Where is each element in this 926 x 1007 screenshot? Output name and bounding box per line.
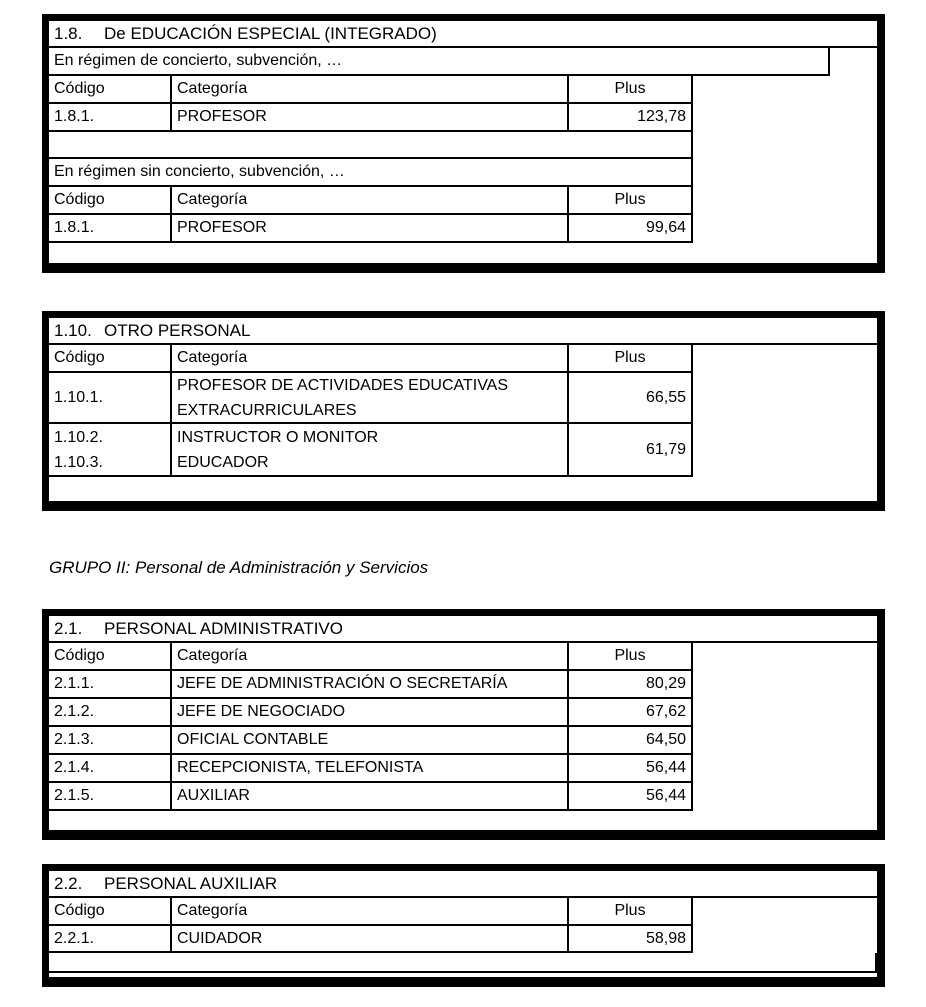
table-row bbox=[49, 699, 693, 727]
table-header-row bbox=[49, 187, 693, 215]
plus-cell: 56,44 bbox=[569, 783, 693, 809]
code-line: 1.10.2. bbox=[54, 428, 103, 446]
code-line: 1.10.3. bbox=[54, 453, 103, 471]
block-bottom-filler bbox=[49, 811, 877, 830]
category-line: PROFESOR DE ACTIVIDADES EDUCATIVAS bbox=[177, 376, 509, 394]
code-cell: 1.8.1. bbox=[49, 104, 172, 130]
category-cell: JEFE DE ADMINISTRACIÓN O SECRETARÍA bbox=[172, 671, 569, 697]
code-cell bbox=[49, 424, 172, 475]
table-row bbox=[49, 926, 693, 953]
plus-cell: 80,29 bbox=[569, 671, 693, 697]
category-cell bbox=[172, 373, 569, 422]
category-line: INSTRUCTOR O MONITOR bbox=[177, 428, 379, 446]
block-bottom-filler bbox=[49, 953, 877, 973]
column-header-codigo: Código bbox=[49, 76, 172, 102]
category-line: EDUCADOR bbox=[177, 453, 269, 471]
column-header-categoria: Categoría bbox=[172, 345, 569, 371]
block-title-row bbox=[49, 616, 877, 643]
category-cell: JEFE DE NEGOCIADO bbox=[172, 699, 569, 725]
table-block-2-1 bbox=[42, 609, 885, 840]
code-cell: 2.1.5. bbox=[49, 783, 172, 809]
column-header-plus: Plus bbox=[569, 76, 693, 102]
column-header-codigo: Código bbox=[49, 898, 172, 924]
section-title: PERSONAL ADMINISTRATIVO bbox=[104, 618, 343, 638]
plus-cell: 61,79 bbox=[569, 424, 693, 475]
section-number: 2.1. bbox=[54, 618, 83, 638]
category-cell: PROFESOR bbox=[172, 215, 569, 241]
regime-label: En régimen sin concierto, subvención, … bbox=[54, 163, 345, 180]
category-cell: OFICIAL CONTABLE bbox=[172, 727, 569, 753]
block-bottom-filler bbox=[49, 243, 877, 263]
column-header-plus: Plus bbox=[569, 643, 693, 669]
table-header-row bbox=[49, 643, 693, 671]
block-title-row bbox=[49, 871, 877, 898]
category-cell: AUXILIAR bbox=[172, 783, 569, 809]
code-cell: 2.1.3. bbox=[49, 727, 172, 753]
plus-cell: 58,98 bbox=[569, 926, 693, 951]
column-header-codigo: Código bbox=[49, 345, 172, 371]
table-header-row bbox=[49, 76, 693, 104]
regime-label: En régimen de concierto, subvención, … bbox=[54, 52, 343, 69]
code-cell: 2.1.4. bbox=[49, 755, 172, 781]
code-cell: 2.1.2. bbox=[49, 699, 172, 725]
category-cell: CUIDADOR bbox=[172, 926, 569, 951]
section-title: De EDUCACIÓN ESPECIAL (INTEGRADO) bbox=[104, 23, 437, 43]
table-row bbox=[49, 783, 693, 811]
table-block-1-10 bbox=[42, 311, 885, 511]
table-row bbox=[49, 755, 693, 783]
table-row bbox=[49, 215, 693, 243]
block-bottom-filler bbox=[49, 477, 877, 501]
block-title-row bbox=[49, 318, 877, 345]
category-cell bbox=[172, 424, 569, 475]
group-heading: GRUPO II: Personal de Administración y Servicios bbox=[49, 558, 429, 577]
column-header-codigo: Código bbox=[49, 643, 172, 669]
table-header-row bbox=[49, 345, 693, 373]
category-line: EXTRACURRICULARES bbox=[177, 401, 357, 419]
table-row bbox=[49, 727, 693, 755]
regime-row-sin-concierto bbox=[49, 159, 693, 187]
category-cell: RECEPCIONISTA, TELEFONISTA bbox=[172, 755, 569, 781]
table-row bbox=[49, 424, 693, 477]
column-header-plus: Plus bbox=[569, 345, 693, 371]
empty-row bbox=[49, 132, 693, 159]
column-header-categoria: Categoría bbox=[172, 76, 569, 102]
code-cell: 2.2.1. bbox=[49, 926, 172, 951]
table-row bbox=[49, 104, 693, 132]
column-header-categoria: Categoría bbox=[172, 898, 569, 924]
table-block-1-8 bbox=[42, 14, 885, 273]
regime-row-concierto bbox=[49, 48, 830, 76]
column-header-plus: Plus bbox=[569, 898, 693, 924]
category-cell: PROFESOR bbox=[172, 104, 569, 130]
code-cell: 1.8.1. bbox=[49, 215, 172, 241]
column-header-codigo: Código bbox=[49, 187, 172, 213]
table-header-row bbox=[49, 898, 693, 926]
section-title: PERSONAL AUXILIAR bbox=[104, 873, 278, 893]
table-block-2-2 bbox=[42, 864, 885, 987]
section-number: 1.8. bbox=[54, 23, 83, 43]
column-header-categoria: Categoría bbox=[172, 643, 569, 669]
table-row bbox=[49, 373, 693, 424]
code-cell: 1.10.1. bbox=[49, 373, 172, 422]
section-number: 1.10. bbox=[54, 320, 92, 340]
code-cell: 2.1.1. bbox=[49, 671, 172, 697]
plus-cell: 123,78 bbox=[569, 104, 693, 130]
plus-cell: 66,55 bbox=[569, 373, 693, 422]
section-title: OTRO PERSONAL bbox=[104, 320, 251, 340]
section-number: 2.2. bbox=[54, 873, 83, 893]
plus-cell: 99,64 bbox=[569, 215, 693, 241]
plus-cell: 64,50 bbox=[569, 727, 693, 753]
plus-cell: 67,62 bbox=[569, 699, 693, 725]
block-title-row bbox=[49, 21, 877, 48]
column-header-plus: Plus bbox=[569, 187, 693, 213]
plus-cell: 56,44 bbox=[569, 755, 693, 781]
column-header-categoria: Categoría bbox=[172, 187, 569, 213]
table-row bbox=[49, 671, 693, 699]
block-bottom-spacer bbox=[49, 973, 877, 977]
